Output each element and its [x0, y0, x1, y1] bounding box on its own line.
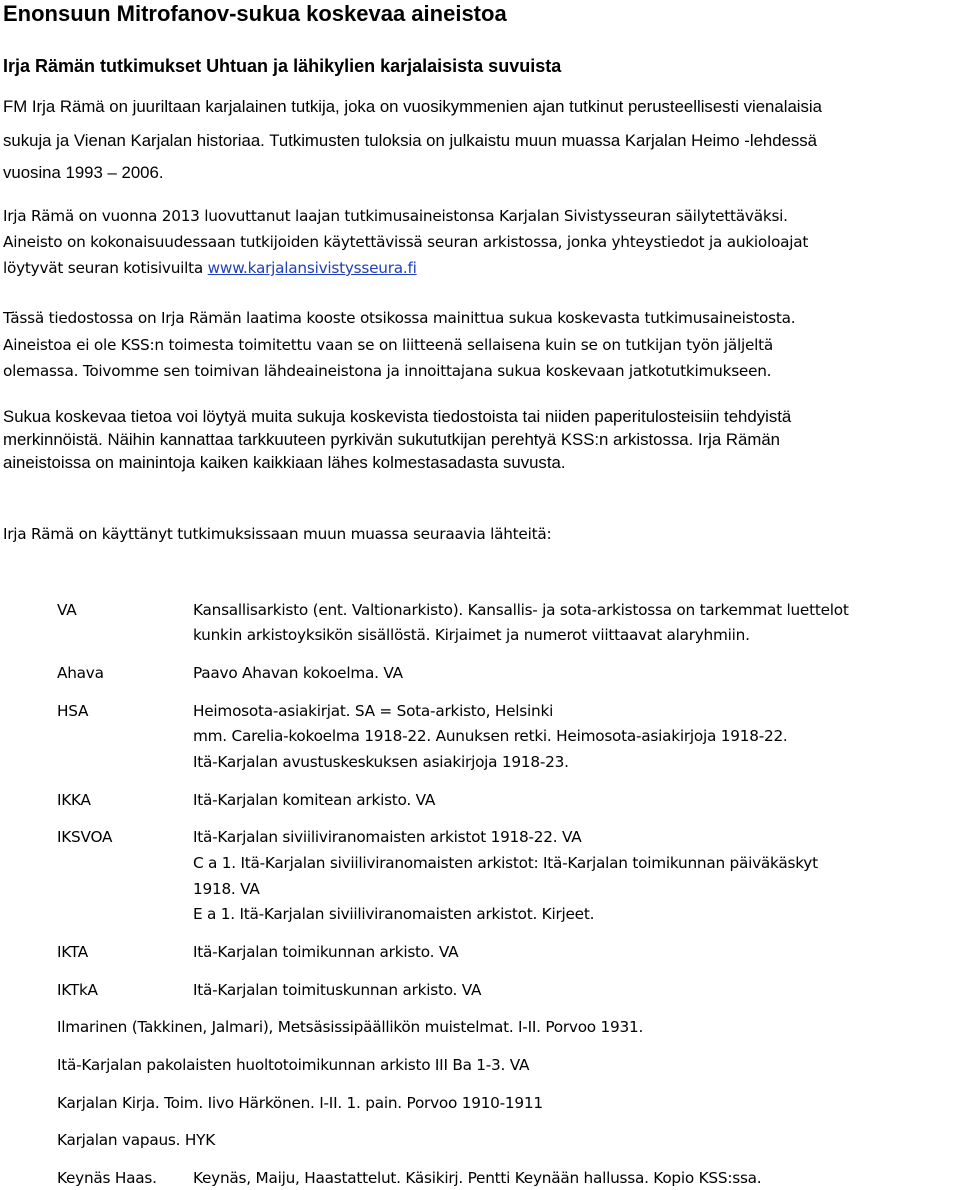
- source-desc: Heimosota-asiakirjat. SA = Sota-arkisto, Helsinki: [193, 702, 554, 720]
- source-abbr: VA: [57, 601, 77, 619]
- paragraph-line: Tässä tiedostossa on Irja Rämän laatima kooste otsikossa mainittua sukua koskevasta tutkimusaineistosta.: [3, 309, 796, 327]
- source-abbr: IKTA: [57, 943, 88, 961]
- reference-item: Karjalan Kirja. Toim. Iivo Härkönen. I-II. 1. pain. Porvoo 1910-1911: [57, 1094, 543, 1112]
- source-desc: Paavo Ahavan kokoelma. VA: [193, 664, 403, 682]
- paragraph-line: Sukua koskevaa tietoa voi löytyä muita sukuja koskevista tiedostoista tai niiden paperitulosteisiin tehdyistä: [3, 407, 792, 426]
- source-desc: kunkin arkistoyksikön sisällöstä. Kirjaimet ja numerot viittaavat alaryhmiin.: [193, 626, 750, 644]
- source-desc: Itä-Karjalan komitean arkisto. VA: [193, 791, 436, 809]
- intro-line: vuosina 1993 – 2006.: [3, 163, 164, 182]
- paragraph-line: aineistoissa on mainintoja kaiken kaikkiaan lähes kolmestasadasta suvusta.: [3, 453, 566, 472]
- intro-line: sukuja ja Vienan Karjalan historiaa. Tutkimusten tuloksia on julkaistu muun muassa Karjalan Heimo -lehdessä: [3, 131, 818, 150]
- reference-item: Keynäs, Maiju, Haastattelut. Käsikirj. Pentti Keynään hallussa. Kopio KSS:ssa.: [193, 1169, 762, 1187]
- source-desc: Itä-Karjalan toimituskunnan arkisto. VA: [193, 981, 482, 999]
- paragraph-line: olemassa. Toivomme sen toimivan lähdeaineistona ja innoittajana sukua koskevaan jatkotutkimukseen.: [3, 362, 772, 380]
- paragraph-line: [3, 259, 417, 277]
- reference-item: Karjalan vapaus. HYK: [57, 1131, 216, 1149]
- source-abbr: HSA: [57, 702, 89, 720]
- reference-item: Ilmarinen (Takkinen, Jalmari), Metsäsissipäällikön muistelmat. I-II. Porvoo 1931.: [57, 1018, 644, 1036]
- source-abbr: IKTkA: [57, 981, 98, 999]
- source-desc: Itä-Karjalan siviiliviranomaisten arkistot 1918-22. VA: [193, 828, 582, 846]
- paragraph-text: löytyvät seuran kotisivuilta: [3, 259, 208, 277]
- source-desc: mm. Carelia-kokoelma 1918-22. Aunuksen retki. Heimosota-asiakirjoja 1918-22.: [193, 727, 788, 745]
- document-title: Enonsuun Mitrofanov-sukua koskevaa aineistoa: [3, 1, 507, 26]
- reference-item: Itä-Karjalan pakolaisten huoltotoimikunnan arkisto III Ba 1-3. VA: [57, 1056, 530, 1074]
- source-desc: 1918. VA: [193, 880, 260, 898]
- source-desc: E a 1. Itä-Karjalan siviiliviranomaisten arkistot. Kirjeet.: [193, 905, 595, 923]
- source-abbr: IKSVOA: [57, 828, 113, 846]
- document-subtitle: Irja Rämän tutkimukset Uhtuan ja lähikylien karjalaisista suvuista: [3, 56, 562, 76]
- source-desc: Kansallisarkisto (ent. Valtionarkisto). Kansallis- ja sota-arkistossa on tarkemmat luettelot: [193, 601, 849, 619]
- paragraph-line: Irja Rämä on vuonna 2013 luovuttanut laajan tutkimusaineistonsa Karjalan Sivistysseuran säilytettäväksi.: [3, 207, 788, 225]
- paragraph-line: Aineistoa ei ole KSS:n toimesta toimitettu vaan se on liitteenä sellaisena kuin se on tutkijan työn jäljeltä: [3, 336, 774, 354]
- source-abbr: Ahava: [57, 664, 104, 682]
- source-desc: Itä-Karjalan avustuskeskuksen asiakirjoja 1918-23.: [193, 753, 569, 771]
- source-desc: Itä-Karjalan toimikunnan arkisto. VA: [193, 943, 459, 961]
- paragraph-line: Aineisto on kokonaisuudessaan tutkijoiden käytettävissä seuran arkistossa, jonka yhteystiedot ja aukioloajat: [3, 233, 809, 251]
- sources-intro: Irja Rämä on käyttänyt tutkimuksissaan muun muassa seuraavia lähteitä:: [3, 525, 552, 543]
- source-desc: C a 1. Itä-Karjalan siviiliviranomaisten arkistot: Itä-Karjalan toimikunnan päiväkäskyt: [193, 854, 818, 872]
- source-abbr: IKKA: [57, 791, 91, 809]
- website-link[interactable]: www.karjalansivistysseura.fi: [207, 259, 417, 277]
- intro-line: FM Irja Rämä on juuriltaan karjalainen tutkija, joka on vuosikymmenien ajan tutkinut perusteellisesti vienalaisia: [3, 97, 822, 116]
- paragraph-line: merkinnöistä. Näihin kannattaa tarkkuuteen pyrkivän sukututkijan perehtyä KSS:n arkistossa. Irja Rämän: [3, 430, 780, 449]
- reference-abbr: Keynäs Haas.: [57, 1169, 157, 1187]
